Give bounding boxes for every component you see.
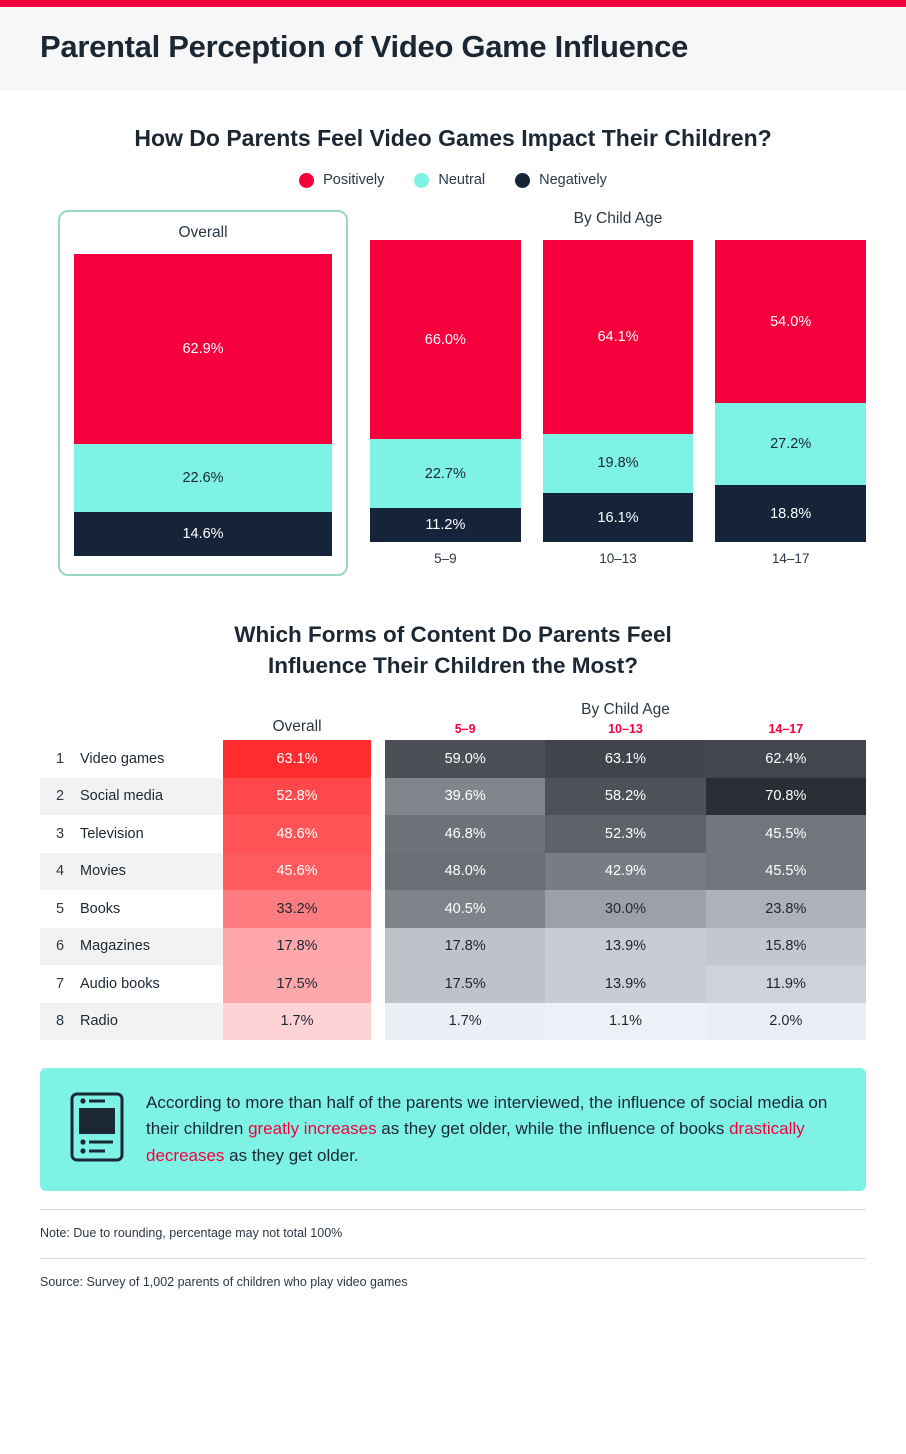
- table-row: [40, 965, 866, 1003]
- cell-age-14-17: 2.0%: [706, 1003, 866, 1041]
- cell-age-10-13: 52.3%: [545, 815, 705, 853]
- header-age-10-13: 10–13: [608, 722, 643, 737]
- row-rank: 4: [40, 853, 80, 891]
- cell-age-5-9: 48.0%: [385, 853, 545, 891]
- cell-age-5-9: 17.8%: [385, 928, 545, 966]
- content-section-title: [40, 620, 866, 681]
- row-label: Social media: [80, 778, 223, 816]
- table-row: [40, 815, 866, 853]
- legend-item-positively: [299, 172, 384, 188]
- row-age-cells: [385, 740, 866, 778]
- row-label: Radio: [80, 1003, 223, 1041]
- tablet-icon: [70, 1092, 124, 1167]
- age-segment-negatively: 16.1%: [543, 493, 694, 542]
- cell-overall: 1.7%: [223, 1003, 371, 1041]
- column-gap: [371, 815, 385, 853]
- age-segment-positively: 54.0%: [715, 240, 866, 403]
- title-band: [0, 7, 906, 91]
- by-age-bars-group: [370, 210, 866, 566]
- legend: [40, 172, 866, 188]
- overall-segment-negatively: 14.6%: [74, 512, 332, 556]
- table-row: [40, 928, 866, 966]
- cell-age-14-17: 70.8%: [706, 778, 866, 816]
- legend-dot-positively: [299, 173, 314, 188]
- header-by-age-wrap: [385, 701, 866, 740]
- impact-section-title: How Do Parents Feel Video Games Impact Their Children?: [134, 125, 772, 151]
- content-title-line1: Which Forms of Content Do Parents Feel: [234, 622, 672, 648]
- callout-part2: as they get older, while the influence of books: [376, 1119, 730, 1139]
- callout-part3: as they get older.: [224, 1145, 359, 1165]
- callout-box: [40, 1068, 866, 1191]
- column-gap: [371, 853, 385, 891]
- row-label: Audio books: [80, 975, 160, 992]
- source-text: Source: Survey of 1,002 parents of children who play video games: [40, 1258, 866, 1289]
- cell-age-5-9: 39.6%: [385, 778, 545, 816]
- row-age-cells: [385, 1003, 866, 1041]
- age-bars: [370, 240, 866, 566]
- row-label: Books: [80, 900, 121, 917]
- cell-age-5-9: 1.7%: [385, 1003, 545, 1041]
- impact-section: [0, 125, 906, 1191]
- age-segment-neutral: 22.7%: [370, 439, 521, 508]
- age-tick-label: 5–9: [434, 550, 457, 566]
- row-age-cells: [385, 815, 866, 853]
- cell-age-5-9: 40.5%: [385, 890, 545, 928]
- table-row: [40, 853, 866, 891]
- content-title-line2: Influence Their Children the Most?: [267, 652, 639, 678]
- top-accent-bar: [0, 0, 906, 7]
- age-segment-negatively: 11.2%: [370, 508, 521, 542]
- cell-age-10-13: 58.2%: [545, 778, 705, 816]
- header-age-5-9: 5–9: [454, 722, 476, 737]
- heatmap-header: [40, 701, 866, 740]
- cell-age-10-13: 63.1%: [545, 740, 705, 778]
- row-rank: 2: [40, 778, 80, 816]
- age-segment-positively: 66.0%: [370, 240, 521, 439]
- row-age-cells: [385, 778, 866, 816]
- legend-item-neutral: [414, 172, 485, 188]
- row-label: Video games: [80, 750, 165, 767]
- cell-age-10-13: 1.1%: [545, 1003, 705, 1041]
- cell-age-14-17: 11.9%: [706, 965, 866, 1003]
- age-segment-neutral: 19.8%: [543, 434, 694, 494]
- overall-label: Overall: [178, 224, 228, 241]
- table-row: [40, 778, 866, 816]
- age-segment-positively: 64.1%: [543, 240, 694, 434]
- cell-overall: 33.2%: [223, 890, 371, 928]
- column-gap: [371, 740, 385, 778]
- cell-overall: 52.8%: [223, 778, 371, 816]
- age-bar-5-9: [370, 240, 521, 566]
- callout-highlight1: greatly increases: [248, 1119, 377, 1139]
- age-bar-10-13: [543, 240, 694, 566]
- cell-age-14-17: 45.5%: [706, 815, 866, 853]
- row-rank: 3: [55, 825, 65, 842]
- column-gap: [371, 890, 385, 928]
- row-age-cells: [385, 965, 866, 1003]
- cell-age-5-9: 17.5%: [385, 965, 545, 1003]
- age-segment-negatively: 18.8%: [715, 485, 866, 542]
- column-gap: [371, 965, 385, 1003]
- table-row: [40, 1003, 866, 1041]
- overall-segment-positively: 62.9%: [74, 254, 332, 444]
- cell-age-14-17: 15.8%: [706, 928, 866, 966]
- cell-age-5-9: 59.0%: [385, 740, 545, 778]
- legend-item-negatively: [515, 172, 607, 188]
- row-rank: 7: [55, 975, 65, 992]
- cell-overall: 17.8%: [223, 928, 371, 966]
- column-gap: [371, 1003, 385, 1041]
- cell-overall: 48.6%: [223, 815, 371, 853]
- row-age-cells: [385, 853, 866, 891]
- callout-highlight2: drastically decreases: [146, 1119, 805, 1165]
- by-age-label: By Child Age: [573, 210, 663, 227]
- callout-text: [146, 1090, 840, 1169]
- age-stacked-bar: [370, 240, 521, 542]
- header-age-columns: [385, 722, 866, 740]
- legend-dot-negatively: [515, 173, 530, 188]
- cell-age-14-17: 23.8%: [706, 890, 866, 928]
- table-row: [40, 740, 866, 778]
- age-segment-neutral: 27.2%: [715, 403, 866, 485]
- table-row: [40, 890, 866, 928]
- note-text: Note: Due to rounding, percentage may not total 100%: [40, 1209, 866, 1240]
- header-by-age: By Child Age: [581, 701, 670, 719]
- footnotes: [0, 1209, 906, 1289]
- row-label: Television: [80, 825, 144, 842]
- overall-stacked-bar: [74, 254, 332, 556]
- row-age-cells: [385, 890, 866, 928]
- page-title: Parental Perception of Video Game Influence: [40, 29, 689, 64]
- cell-age-5-9: 46.8%: [385, 815, 545, 853]
- row-rank: 1: [55, 750, 65, 767]
- age-bar-14-17: [715, 240, 866, 566]
- cell-age-10-13: 13.9%: [545, 965, 705, 1003]
- cell-age-10-13: 13.9%: [545, 928, 705, 966]
- stacked-bars-row: [40, 210, 866, 576]
- row-rank: 6: [40, 928, 80, 966]
- callout-part1: According to more than half of the parents we interviewed, the influence of social media on their children: [146, 1093, 828, 1139]
- cell-overall: 63.1%: [223, 740, 371, 778]
- legend-label-negatively: Negatively: [539, 172, 607, 188]
- row-age-cells: [385, 928, 866, 966]
- age-tick-label: 14–17: [771, 550, 810, 566]
- row-rank: 8: [40, 1003, 80, 1041]
- column-gap: [371, 928, 385, 966]
- cell-age-14-17: 45.5%: [706, 853, 866, 891]
- row-label: Magazines: [80, 928, 223, 966]
- legend-label-positively: Positively: [323, 172, 385, 188]
- header-overall: Overall: [272, 718, 322, 736]
- legend-dot-neutral: [414, 173, 429, 188]
- cell-age-10-13: 42.9%: [545, 853, 705, 891]
- legend-label-neutral: Neutral: [438, 172, 486, 188]
- age-tick-label: 10–13: [599, 550, 637, 566]
- age-stacked-bar: [543, 240, 694, 542]
- cell-age-14-17: 62.4%: [706, 740, 866, 778]
- heatmap-table: [40, 740, 866, 1040]
- cell-overall: 45.6%: [223, 853, 371, 891]
- cell-overall: 17.5%: [223, 965, 371, 1003]
- header-age-14-17: 14–17: [768, 722, 804, 737]
- overall-segment-neutral: 22.6%: [74, 444, 332, 512]
- overall-bar-card: [58, 210, 348, 576]
- column-gap: [371, 778, 385, 816]
- age-stacked-bar: [715, 240, 866, 542]
- row-label: Movies: [80, 853, 223, 891]
- row-rank: 5: [55, 900, 65, 917]
- cell-age-10-13: 30.0%: [545, 890, 705, 928]
